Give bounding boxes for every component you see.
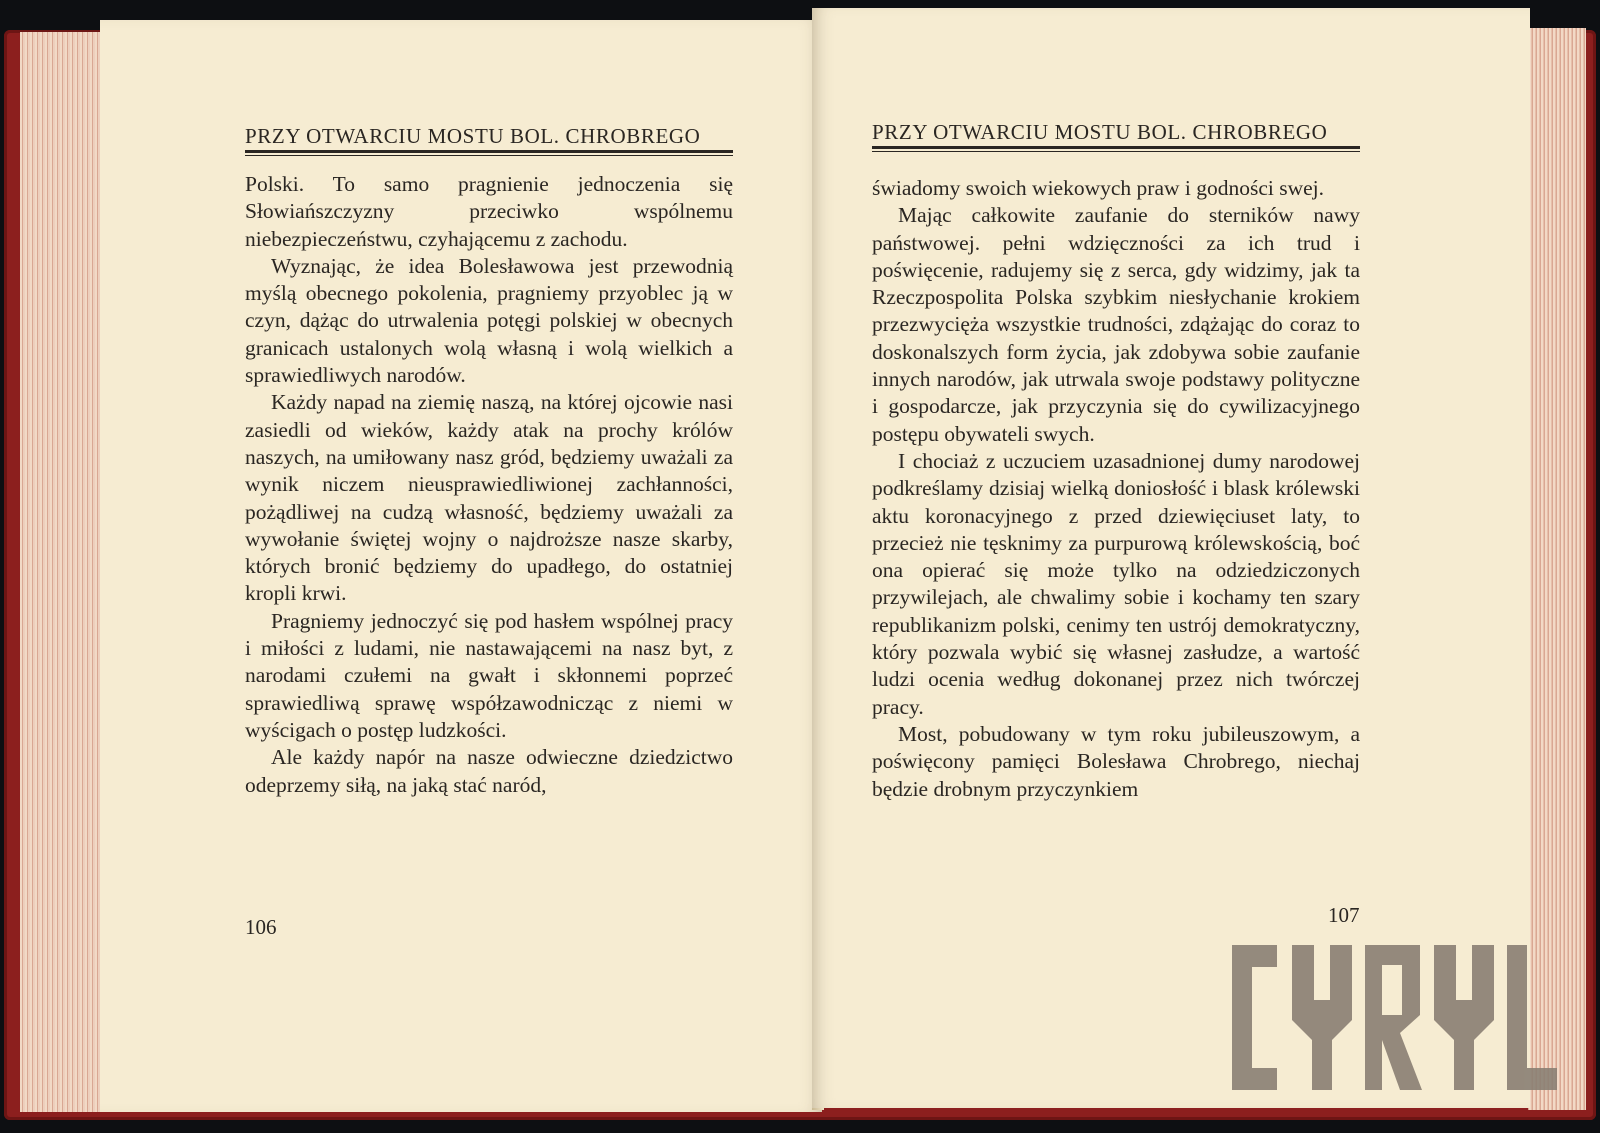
left-page-body xyxy=(245,171,733,799)
paragraph: Pragniemy jednoczyć się pod hasłem wspólnej pracy i miłości z ludami, nie nastawającemi na nasz byt, z narodami czułemi na gwałt i skłonnemi poprzeć sprawiedliwą sprawę współzawodnicząc z niemi w wyścigach o postęp ludzkości. xyxy=(245,608,733,742)
right-page-body xyxy=(872,175,1360,803)
paragraph: Polski. To samo pragnienie jednoczenia się Słowiańszczyzny przeciwko wspólnemu niebezpieczeństwu, czyhającemu z zachodu. xyxy=(245,172,733,251)
paragraph: I chociaż z uczuciem uzasadnionej dumy narodowej podkreślamy dzisiaj wielką doniosłość i blask królewski aktu koronacyjnego z przed dziewięciuset laty, to przecież nie tęsknimy za purpurową królewskością, boć ona opierać się może tylko na odziedziczonych przywilejach, ale chwalimy sobie i kochamy ten szary republikanizm polski, cenimy ten ustrój demokratyczny, który pozwala wybić się własnej zasłudze, a wartość ludzi ocenia według dokonanej przez nich twórczej pracy. xyxy=(872,448,1360,719)
paragraph: Ale każdy napór na nasze odwieczne dziedzictwo odeprzemy siłą, na jaką stać naród, xyxy=(245,745,733,797)
paragraph: Każdy napad na ziemię naszą, na której ojcowie nasi zasiedli od wieków, każdy atak na prochy królów naszych, na umiłowany nasz gród, będziemy uważali za wynik niczem nieusprawiedliwionej zachłanności, pożądliwej na cudzą własność, będziemy uważali za wywołanie świętej wojny o najdroższe nasze skarby, których bronić będziemy do upadłego, do ostatniej kropli krwi. xyxy=(245,390,733,606)
left-page-edges xyxy=(20,32,104,1112)
right-page xyxy=(812,8,1530,1108)
paragraph: Most, pobudowany w tym roku jubileuszowym, a poświęcony pamięci Bolesława Chrobrego, niechaj będzie drobnym przyczynkiem xyxy=(872,721,1360,801)
left-page xyxy=(100,20,822,1112)
paragraph: Mając całkowite zaufanie do sterników nawy państwowej. pełni wdzięczności za ich trud i poświęcenie, radujemy się z serca, gdy widzimy, jak ta Rzeczpospolita Polska szybkim niesłychanie krokiem przezwycięża wszystkie trudności, zdążając do coraz to doskonalszych form życia, jak zdobywa sobie zaufanie innych narodów, jak utrwala swoje podstawy polityczne i gospodarcze, jak przyczynia się do cywilizacyjnego postępu obywateli swych. xyxy=(872,203,1360,446)
page-number-right: 107 xyxy=(1328,903,1360,927)
header-rule-left xyxy=(245,150,733,153)
page-number-left: 106 xyxy=(245,915,277,939)
running-head-left: PRZY OTWARCIU MOSTU BOL. CHROBREGO xyxy=(245,124,701,148)
paragraph: Wyznając, że idea Bolesławowa jest przewodnią myślą obecnego pokolenia, pragniemy przyoblec ją w czyn, dążąc do utrwalenia potęgi polskiej w obecnych granicach ustalonych wolą własną i wolą wielkich a sprawiedliwych narodów. xyxy=(245,253,733,388)
paragraph: świadomy swoich wiekowych praw i godności swej. xyxy=(872,176,1325,200)
header-rule-right xyxy=(872,146,1360,149)
running-head-right: PRZY OTWARCIU MOSTU BOL. CHROBREGO xyxy=(872,120,1328,144)
cyryl-watermark-logo xyxy=(1222,945,1557,1090)
